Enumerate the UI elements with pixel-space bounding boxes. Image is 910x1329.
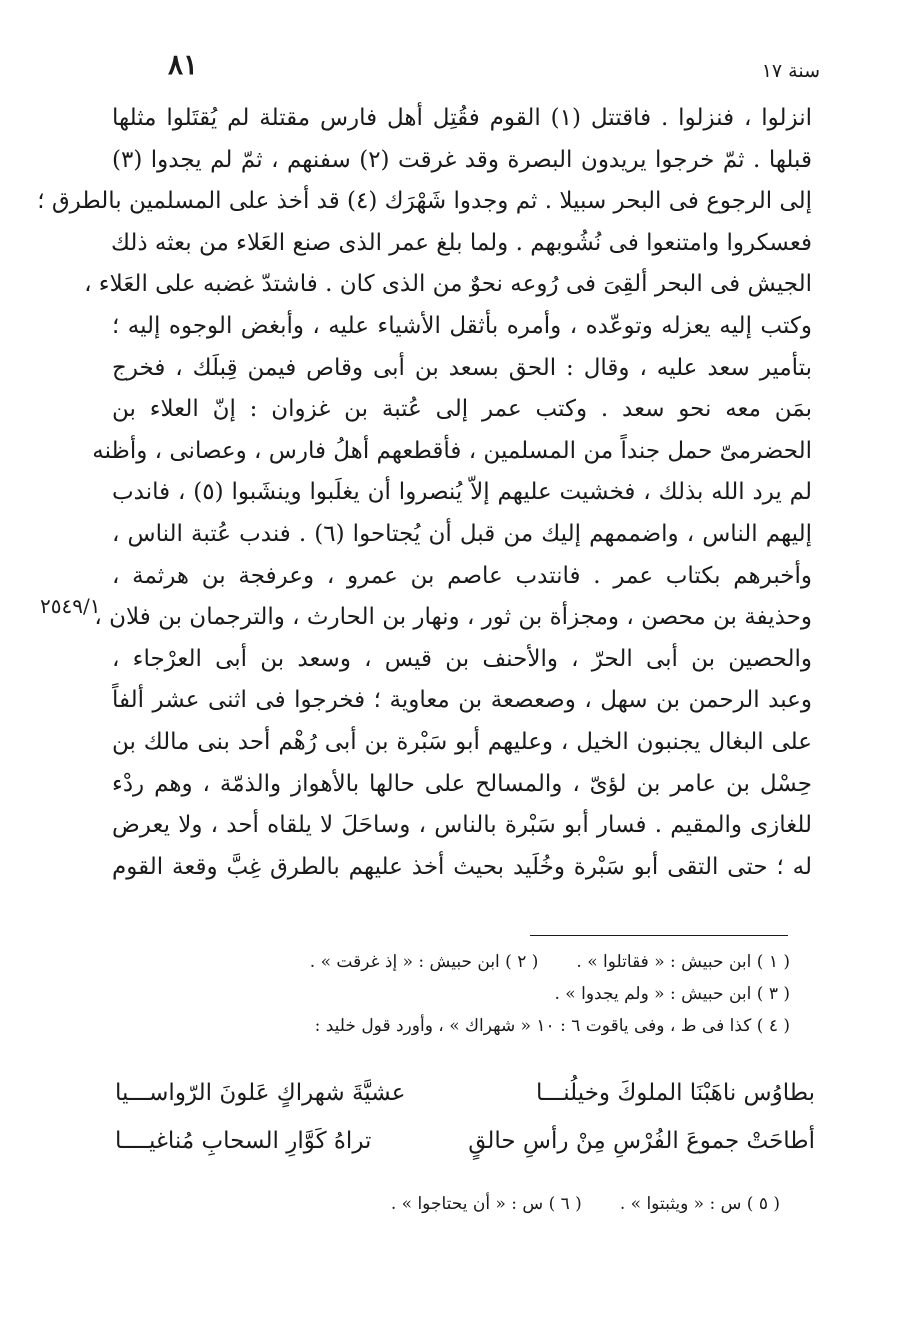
text-line: وأخبرهم بكتاب عمر . فانتدب عاصم بن عمرو ، وعرفجة بن هرثمة ،: [112, 562, 812, 589]
verse-hemistich-right: أطاحَتْ جموعَ الفُرْسِ مِنْ رأسِ حالقٍ: [468, 1128, 815, 1154]
verse-hemistich-left: عشيَّةَ شهراكٍ عَلونَ الرّواســـيا: [115, 1080, 406, 1106]
margin-reference: ٢٥٤٩/١: [40, 594, 101, 618]
text-line: له ؛ حتى التقى أبو سَبْرة وخُلَيد بحيث أخذ عليهم بالطرق غِبَّ وقعة القوم: [112, 853, 812, 880]
text-line: والحصين بن أبى الحرّ ، والأحنف بن قيس ، وسعد بن أبى العرْجاء ،: [112, 645, 812, 672]
text-line: انزلوا ، فنزلوا . فاقتتل (١) القوم فقُتِل أهل فارس مقتلة لم يُقتَلوا مثلها: [112, 105, 813, 131]
text-line: بمَن معه نحو سعد . وكتب عمر إلى عُتبة بن غزوان : إنّ العلاء بن: [112, 396, 812, 423]
poem-verse: [115, 1080, 815, 1106]
footnote-row: [340, 1194, 780, 1214]
text-line: على البغال يجنبون الخيل ، وعليهم أبو سَبْرة بن أبى رُهْم أحد بنى مالك بن: [112, 728, 812, 755]
footnote-row: [250, 946, 790, 978]
text-line: إلى الرجوع فى البحر سبيلا . ثم وجدوا شَهْرَك (٤) قد أخذ على المسلمين بالطرق ؛: [37, 188, 812, 215]
footnote-6: ( ٦ ) س : « أن يحتاجوا » .: [390, 1194, 582, 1214]
text-line: للغازى والمقيم . فسار أبو سَبْرة بالناس ، وساحَلَ لا يلقاه أحد ، ولا يعرض: [112, 812, 812, 839]
text-line: وحذيفة بن محصن ، ومجزأة بن ثور ، ونهار بن الحارث ، والترجمان بن فلان ،: [94, 604, 812, 631]
footnote-row: [250, 978, 790, 1010]
text-line: فعسكروا وامتنعوا فى نُشُوبهم . ولما بلغ عمر الذى صنع العَلاء من بعثه ذلك: [110, 229, 812, 256]
poem-verse: [115, 1128, 815, 1154]
text-line: وعبد الرحمن بن سهل ، وصعصعة بن معاوية ؛ فخرجوا فى اثنى عشر ألفاً: [112, 687, 812, 714]
footnotes: [250, 946, 790, 1042]
footnote-1: ( ١ ) ابن حبيش : « فقاتلوا » .: [576, 952, 790, 972]
verse-hemistich-right: بطاوُس ناهَبْنَا الملوكَ وخيلُنـــا: [535, 1080, 815, 1106]
page-number: ٨١: [168, 48, 199, 81]
text-line: بتأمير سعد عليه ، وقال : الحق بسعد بن أبى وقاص فيمن قِبلَك ، فخرج: [112, 354, 812, 381]
footnote-divider: [530, 935, 788, 936]
text-line: الحضرمىّ حمل جنداً من المسلمين ، فأقطعهم أهلُ فارس ، وعصانى ، وأظنه: [92, 437, 812, 464]
footnote-3: ( ٣ ) ابن حبيش : « ولم يجدوا » .: [554, 984, 790, 1004]
text-line: قبلها . ثمّ خرجوا يريدون البصرة وقد غرقت (٢) سفنهم ، ثمّ لم يجدوا (٣): [112, 146, 812, 173]
text-line: إليهم الناس ، واضممهم إليك من قبل أن يُجتاحوا (٦) . فندب عُتبة الناس ،: [112, 520, 813, 547]
text-line: وكتب إليه يعزله وتوعّده ، وأمره بأثقل الأشياء عليه ، وأبغض الوجوه إليه ؛: [112, 312, 812, 339]
footnote-5: ( ٥ ) س : « ويثبتوا » .: [619, 1194, 780, 1214]
footnote-row: [250, 1010, 790, 1042]
text-line: لم يرد الله بذلك ، فخشيت عليهم إلاّ يُنصروا أن يغلَبوا وينشَبوا (٥) ، فاندب: [112, 479, 812, 506]
footnote-4: ( ٤ ) كذا فى ط ، وفى ياقوت ٦ : ١٠ « شهراك » ، وأورد قول خليد :: [314, 1016, 790, 1036]
text-line: حِسْل بن عامر بن لؤىّ ، والمسالح على حالها بالأهواز والذمّة ، وهم ردْء: [112, 770, 812, 797]
verse-hemistich-left: تراهُ كَوَّارِ السحابِ مُناغيــــا: [115, 1128, 372, 1154]
footnote-2: ( ٢ ) ابن حبيش : « إذ غرقت » .: [309, 952, 539, 972]
running-header-year: سنة ١٧: [761, 60, 820, 82]
text-line: الجيش فى البحر ألقِىَ فى رُوعه نحوٌ من الذى كان . فاشتدّ غضبه على العَلاء ،: [84, 271, 812, 298]
